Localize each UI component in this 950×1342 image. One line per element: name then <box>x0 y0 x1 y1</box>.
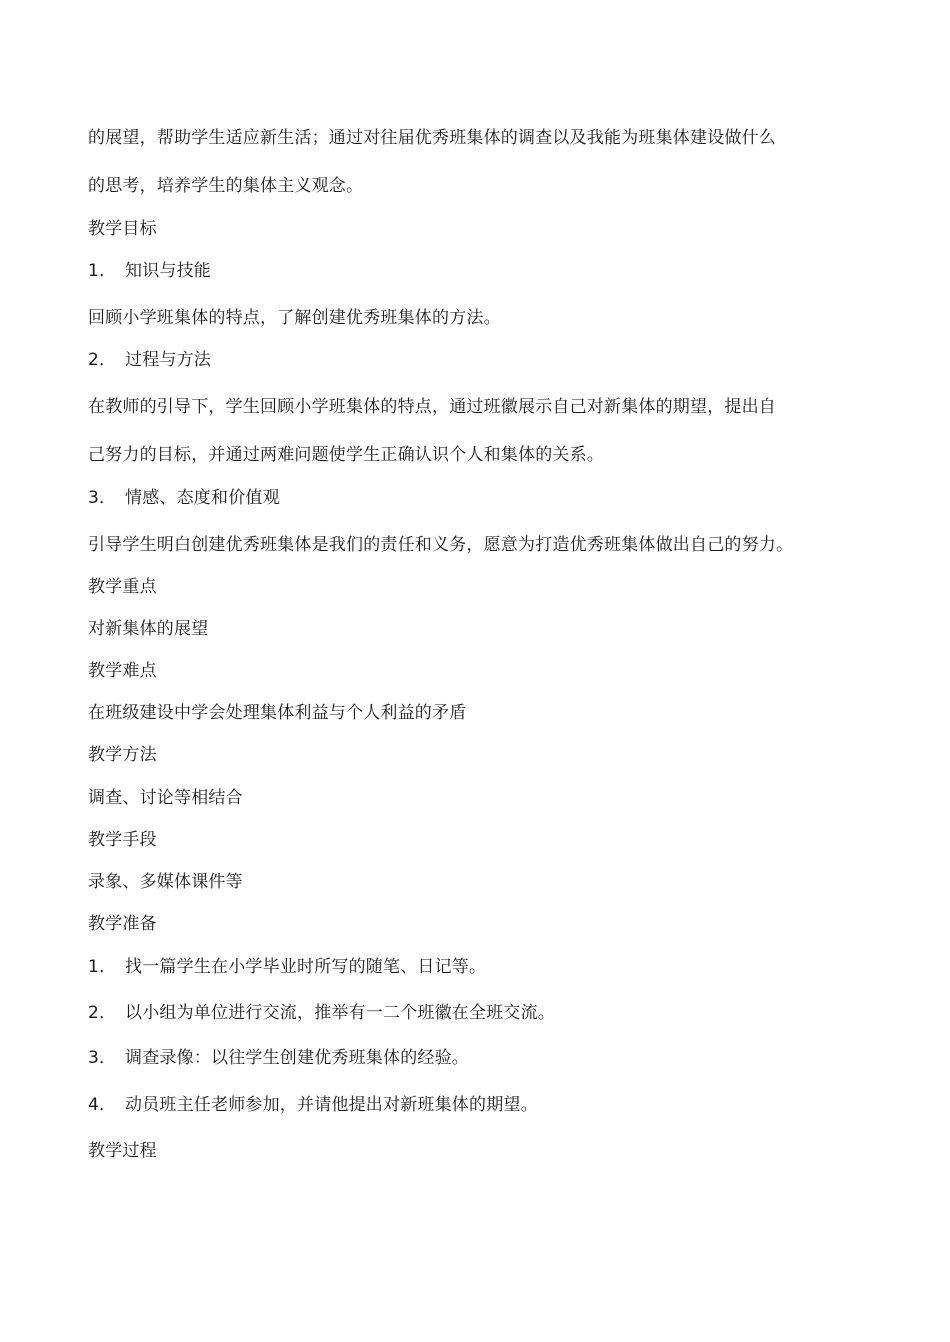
objective-3-label: 情感、态度和价值观 <box>125 488 280 508</box>
means-heading: 教学手段 <box>88 830 157 850</box>
difficulties-text: 在班级建设中学会处理集体利益与个人利益的矛盾 <box>88 703 467 723</box>
preparation-item-1-text: 找一篇学生在小学毕业时所写的随笔、日记等。 <box>125 957 487 977</box>
preparation-item-2 <box>88 1001 555 1025</box>
objective-2-text-line-2: 己努力的目标，并通过两难问题使学生正确认识个人和集体的关系。 <box>88 445 604 465</box>
preparation-item-3-number: 3． <box>88 1048 117 1068</box>
objective-1-number: 1． <box>88 261 117 281</box>
preparation-item-3-text: 调查录像：以往学生创建优秀班集体的经验。 <box>125 1048 469 1068</box>
preparation-item-1 <box>88 955 486 979</box>
difficulties-heading: 教学难点 <box>88 661 157 681</box>
objective-2-text-line-1: 在教师的引导下，学生回顾小学班集体的特点，通过班徽展示自己对新集体的期望，提出自 <box>88 397 776 417</box>
preparation-item-4-text: 动员班主任老师参加，并请他提出对新班集体的期望。 <box>125 1095 538 1115</box>
objectives-heading: 教学目标 <box>88 219 157 239</box>
preparation-heading: 教学准备 <box>88 914 157 934</box>
objective-1-title <box>88 259 211 283</box>
preparation-item-1-number: 1． <box>88 957 117 977</box>
preparation-item-4 <box>88 1093 538 1117</box>
preparation-item-3 <box>88 1046 469 1070</box>
preparation-item-2-number: 2． <box>88 1003 117 1023</box>
objective-2-title <box>88 348 211 372</box>
means-text: 录象、多媒体课件等 <box>88 872 243 892</box>
objective-3-title <box>88 486 280 510</box>
objective-3-number: 3． <box>88 488 117 508</box>
objective-2-number: 2． <box>88 350 117 370</box>
process-heading: 教学过程 <box>88 1141 157 1161</box>
preparation-item-2-text: 以小组为单位进行交流，推举有一二个班徽在全班交流。 <box>125 1003 555 1023</box>
key-points-text: 对新集体的展望 <box>88 619 209 639</box>
methods-heading: 教学方法 <box>88 745 157 765</box>
objective-2-label: 过程与方法 <box>125 350 211 370</box>
intro-line-1: 的展望，帮助学生适应新生活；通过对往届优秀班集体的调查以及我能为班集体建设做什么 <box>88 128 776 148</box>
objective-3-text: 引导学生明白创建优秀班集体是我们的责任和义务，愿意为打造优秀班集体做出自己的努力。 <box>88 535 794 555</box>
objective-1-text: 回顾小学班集体的特点，了解创建优秀班集体的方法。 <box>88 308 501 328</box>
key-points-heading: 教学重点 <box>88 577 157 597</box>
intro-line-2: 的思考，培养学生的集体主义观念。 <box>88 176 364 196</box>
objective-1-label: 知识与技能 <box>125 261 211 281</box>
preparation-item-4-number: 4． <box>88 1095 117 1115</box>
methods-text: 调查、讨论等相结合 <box>88 788 243 808</box>
